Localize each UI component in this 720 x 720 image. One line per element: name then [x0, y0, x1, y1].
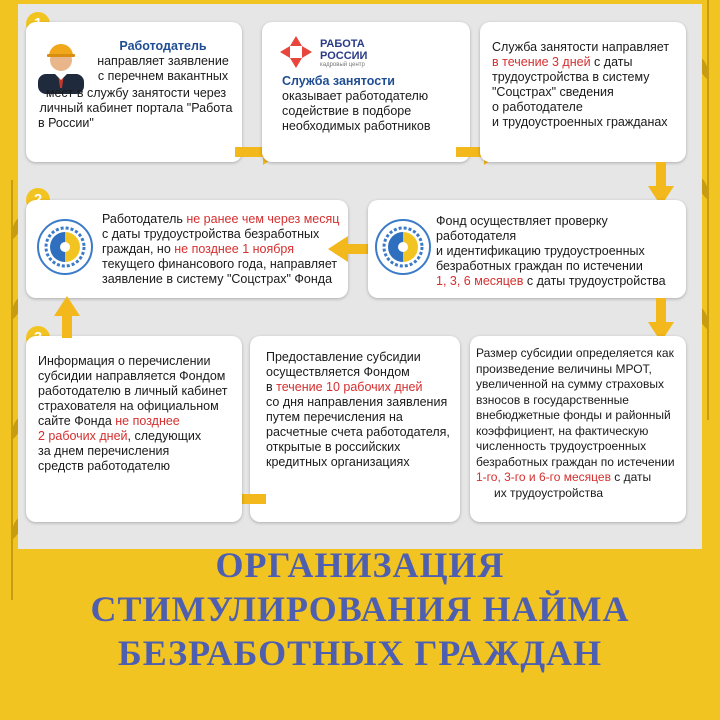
card7-line: осуществляется Фондом — [266, 365, 410, 379]
employment-service-heading: Служба занятости — [282, 74, 395, 88]
card-employer-request — [26, 22, 242, 162]
card6-line: коэффициент, на фактическую — [476, 423, 649, 438]
card3-line: и трудоустроенных гражданах — [492, 115, 668, 129]
card4-line: с даты трудоустройства безработных — [102, 227, 320, 241]
social-fund-emblem-icon — [36, 218, 94, 276]
card3-deadline: в течение 3 дней — [492, 55, 591, 69]
card1-line: с перечнем вакантных — [97, 69, 229, 83]
card6-line: их трудоустройства — [494, 485, 604, 500]
card1-line: личный кабинет портала "Работа — [39, 101, 233, 115]
social-fund-emblem-icon — [374, 218, 432, 276]
card5-line: с даты трудоустройства — [523, 274, 666, 288]
card2-line: содействие в подборе — [282, 104, 412, 118]
card7-line: открытые в российских — [266, 440, 401, 454]
card8-line: , следующих — [127, 429, 202, 443]
card3-line: "Соцстрах" сведения — [492, 85, 614, 99]
card8-line: субсидии направляется Фондом — [38, 369, 226, 383]
card-service-sends-info — [480, 22, 686, 162]
card-employer-application — [26, 200, 348, 298]
card3-line: с даты — [590, 55, 633, 69]
card8-line: работодателю в личный кабинет — [38, 384, 228, 398]
card5-line: и идентификацию трудоустроенных — [436, 244, 645, 258]
arrow-up-icon — [54, 296, 80, 338]
card6-line: численность трудоустроенных — [476, 439, 647, 453]
card7-line: Предоставление субсидии — [266, 350, 421, 364]
card4-line: граждан, но — [102, 242, 175, 256]
card4-deadline-max: не позднее 1 ноября — [174, 242, 294, 256]
card6-line: с даты — [610, 470, 652, 484]
card6-line: произведение величины МРОТ, — [476, 361, 652, 376]
card8-deadline: не позднее — [115, 414, 180, 428]
card7-line: со дня направления заявления — [266, 395, 448, 409]
card8-line: средств работодателю — [38, 459, 171, 473]
card1-line: в России" — [38, 116, 94, 130]
card5-line: Фонд осуществляет проверку работодателя — [436, 214, 608, 243]
card3-line: трудоустройства в систему — [492, 70, 650, 84]
card-fund-verification — [368, 200, 686, 298]
card8-deadline-days: 2 рабочих дней — [38, 429, 128, 443]
card4-line: Работодатель — [102, 212, 187, 226]
card7-deadline: течение 10 рабочих дней — [276, 380, 423, 394]
card6-line: Размер субсидии определяется как — [476, 346, 674, 360]
card7-line: в — [266, 380, 277, 394]
card-subsidy-payment — [250, 336, 460, 522]
card3-line: о работодателе — [492, 100, 583, 114]
card1-line: направляет заявление — [97, 54, 229, 68]
arrow-left-icon — [328, 236, 372, 262]
card1-line: мест в службу занятости через — [45, 86, 227, 100]
card5-periods: 1, 3, 6 месяцев — [436, 274, 524, 288]
logo-name-line1: РАБОТА — [320, 38, 365, 50]
card6-periods: 1-го, 3-го и 6-го месяцев — [476, 470, 611, 484]
card7-line: путем перечисления на — [266, 410, 403, 424]
card7-line: расчетные счета работодателя, — [266, 425, 450, 439]
page-title-line1: ОРГАНИЗАЦИЯ — [215, 545, 505, 585]
card6-line: внебюджетные фонды и районный — [476, 408, 671, 422]
card7-line: кредитных организациях — [266, 455, 410, 469]
card2-line: необходимых работников — [282, 119, 431, 133]
card4-line: заявление в систему "Соцстрах" Фонда — [102, 272, 333, 286]
page-title-line2: СТИМУЛИРОВАНИЯ НАЙМА — [90, 589, 630, 629]
card6-line: увеличенной на сумму страховых — [476, 377, 664, 391]
rabota-rossii-logo-icon — [278, 34, 314, 70]
card8-line: страхователя на официальном — [38, 399, 219, 413]
card6-line: безработных граждан по истечении — [476, 454, 675, 469]
card-payment-notification — [26, 336, 242, 522]
card5-line: безработных граждан по истечении — [436, 259, 643, 273]
logo-name-line2: РОССИИ — [320, 50, 368, 62]
card8-line: Информация о перечислении — [38, 354, 211, 368]
card4-deadline-min: не ранее чем через месяц — [186, 212, 340, 226]
page-title-line3: БЕЗРАБОТНЫХ ГРАЖДАН — [117, 633, 603, 673]
card-subsidy-amount — [470, 336, 686, 522]
card4-line: текущего финансового года, направляет — [102, 257, 338, 271]
card8-line: сайте Фонда — [38, 414, 116, 428]
card3-line: Служба занятости направляет — [492, 40, 670, 54]
card-employment-service — [262, 22, 470, 162]
card8-line: за днем перечисления — [38, 444, 170, 458]
card2-line: оказывает работодателю — [282, 89, 429, 103]
logo-subtitle: кадровый центр — [320, 62, 365, 68]
card6-line: взносов в государственные — [476, 392, 629, 407]
employer-heading: Работодатель — [119, 39, 207, 53]
